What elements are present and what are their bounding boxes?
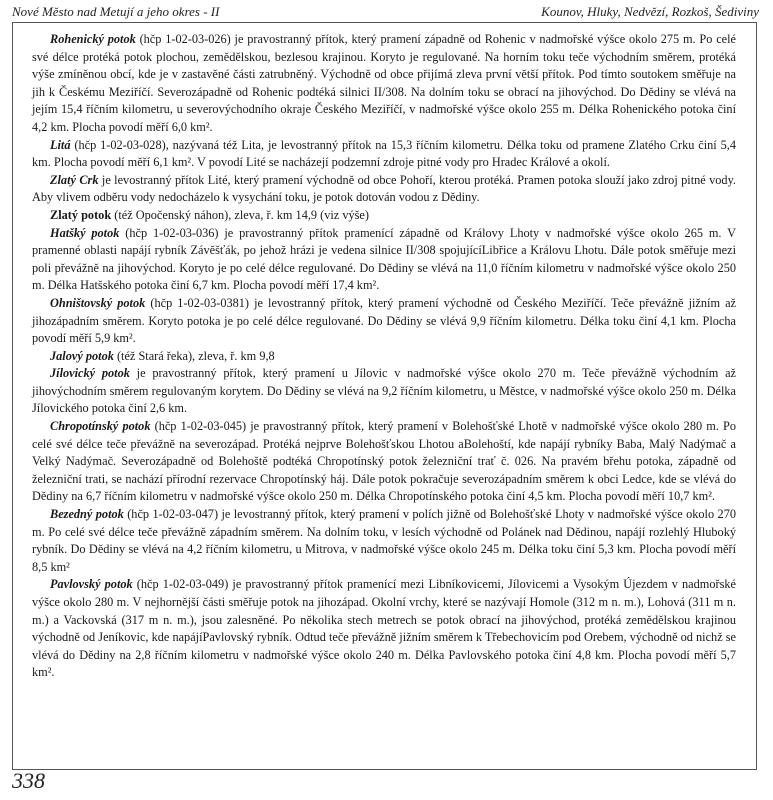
paragraph-body: (hčp 1-02-03-026) je pravostranný přítok, který pramení západně od Rohenic v nadmořské výšce okolo 275 m. Po celé své délce protéká potok plochou, zemědělskou, bezlesou krajinou. Koryto je regulované. Na horním toku teče východním směrem, protéká výše zmíněnou obcí, kde je v zastavěné části zatrubněný. Východně od obce přijímá zleva první větší přítok. Pod tímto soutokem směřuje na jih k Českému Meziříčí. Severozápadně od Rohenic podtéká silnici II/308. Na dolním toku se obrací na jihovýchod. Do Dědiny se vlévá na jejím 15,4 říčním kilometru, u severovýchodního okraje Českého Meziříčí, v nadmořské výšce okolo 255 m. Délka Rohenického potoka činí 4,2 km. Plocha povodí měří 6,0 km². bbox=[32, 32, 736, 134]
stream-heading: Zlatý Crk bbox=[50, 172, 99, 187]
paragraph-body: je levostranný přítok Lité, který pramení východně od obce Pohoří, kterou protéká. Pramen potoka slouží jako zdroj pitné vody. Aby vlivem odběru vody nedocházelo k vysychání toku, je potok dotován vodou z Dědiny. bbox=[32, 172, 737, 205]
stream-heading: Rohenický potok bbox=[50, 32, 136, 46]
stream-heading: Ohništovský potok bbox=[50, 295, 146, 310]
paragraph bbox=[32, 31, 736, 137]
header-left: Nové Město nad Metují a jeho okres - II bbox=[12, 4, 220, 19]
paragraph bbox=[32, 365, 736, 418]
paragraph bbox=[32, 172, 736, 207]
paragraph bbox=[32, 137, 736, 172]
paragraph bbox=[32, 506, 736, 576]
stream-heading: Hatšký potok bbox=[50, 225, 120, 240]
text-column bbox=[32, 31, 736, 682]
paragraph-body: (hčp 1-02-03-028), nazývaná též Lita, je levostranný přítok na 15,3 říčním kilometru. Délka toku od pramene Zlatého Crku činí 5,4 km. Plocha povodí měří 6,1 km². V povodí Lité se nacházejí podzemní zdroje pitné vody pro Hradec Králové a okolí. bbox=[32, 137, 736, 170]
running-header bbox=[12, 2, 759, 22]
paragraph-body: (hčp 1-02-03-036) je pravostranný přítok pramenící západně od Královy Lhoty v nadmořské výšce okolo 265 m. V pramenné oblasti napájí rybník Závěšťák, po jehož hrázi je vedena silnice II/308 spojujícíLibřice a Královu Lhotu. Dále potok směřuje mezi poli převážně na jihovýchod. Koryto je po celé délce regulované. Do Dědiny se vlévá na 11,0 říčním kilometru v nadmořské výšce okolo 250 m. Délka Hatšského potoka činí 6,7 km. Plocha povodí měří 17,4 km². bbox=[32, 225, 737, 293]
paragraph bbox=[32, 576, 736, 682]
paragraph-body: (hčp 1-02-03-047) je levostranný přítok, který pramení v polích jižně od Bolehošťské Lhoty v nadmořské výšce okolo 270 m. Po celé své délce teče převážně západním směrem. Na dolním toku, v lesích východně od Polánek nad Dědinou, napájí rozlehlý Hluboký rybník. Do Dědiny se vlévá na 4,2 říčním kilometru, u Mitrova, v nadmořské výšce okolo 245 m. Délka toku činí 5,3 km. Plocha povodí měří 8,5 km² bbox=[32, 507, 736, 574]
paragraph-body: (hčp 1-02-03-049) je pravostranný přítok pramenící mezi Libníkovicemi, Jílovicemi a Vysokým Újezdem v nadmořské výšce okolo 280 m. V nejhornější části směřuje potok na jihozápad. Okolní vrchy, které se nazývají Homole (312 m n. m.), Lohová (311 m n. m.) a Vackovská (317 m n. m.), jsou zalesněné. Po několika stech metrech se potok obrací na jihovýchod, protéká zemědělskou krajinou východně od Jeníkovic, kde napájíPavlovský rybník. Odtud teče převážně jižním směrem k Třebechovicím pod Orebem, východně od nichž se vlévá do Dědiny na 2,8 říčním kilometru v nadmořské výšce okolo 240 m. Délka Pavlovského potoka činí 4,8 km. Plocha povodí měří 5,7 km². bbox=[32, 577, 736, 680]
stream-heading: Jílovický potok bbox=[50, 366, 130, 381]
paragraph-body: (též Opočenský náhon), zleva, ř. km 14,9 (viz výše) bbox=[114, 207, 369, 222]
paragraph-body: (hčp 1-02-03-0381) je levostranný přítok, který pramení východně od Českého Meziříčí. Teče převážně jižním až jihozápadním směrem. Koryto potoka je po celé délce regulované. Do Dědiny se vlévá 9,9 říčním kilometru. Délka toku činí 4,1 km. Plocha povodí měří 5,9 km². bbox=[32, 295, 737, 346]
paragraph bbox=[32, 348, 736, 366]
stream-heading: Chropotínský potok bbox=[50, 419, 151, 434]
stream-heading: Zlatý potok bbox=[50, 207, 112, 222]
stream-heading: Pavlovský potok bbox=[50, 577, 133, 592]
stream-heading: Litá bbox=[50, 137, 71, 152]
paragraph bbox=[32, 418, 736, 506]
paragraph-body: je pravostranný přítok, který pramení u Jílovic v nadmořské výšce okolo 270 m. Teče převážně východním až jihovýchodním směrem regulovaným korytem. Do Dědiny se vlévá na 9,2 říčním kilometru, u Městce, v nadmořské výšce okolo 250 m. Délka Jílovického potoka činí 2,6 km. bbox=[32, 366, 736, 416]
header-right: Kounov, Hluky, Nedvězí, Rozkoš, Šediviny bbox=[541, 4, 759, 19]
paragraph-body: (též Stará řeka), zleva, ř. km 9,8 bbox=[116, 348, 275, 363]
paragraph bbox=[32, 225, 736, 295]
page-number: 338 bbox=[12, 768, 45, 793]
paragraph-body: (hčp 1-02-03-045) je pravostranný přítok, který pramení v Bolehošťské Lhotě v nadmořské výšce okolo 280 m. Po celé své délce teče převážně na severozápad. Protéká nejprve Bolehošťskou Lhotou aBolehoští, kde napájí rybníky Baba, Malý Nadýmač a Velký Nadýmač. Severozápadně od Bolehoště podtéká Chropotínský potok železniční trať č. 026. Na pravém břehu potoka, západně od železniční trati, se nachází přírodní rezervace Chropotínský háj. Dále potok pokračuje severozápadním směrem k obci Ledce, kde se vlévá do Dědiny na 6,7 říčním kilometru v nadmořské výšce okolo 250 m. Délka Chropotínského potoka činí 4,5 km. Plocha povodí měří 10,7 km². bbox=[32, 419, 736, 504]
stream-heading: Jalový potok bbox=[50, 348, 114, 363]
paragraph bbox=[32, 207, 736, 225]
stream-heading: Bezedný potok bbox=[50, 507, 124, 522]
paragraph bbox=[32, 295, 736, 348]
